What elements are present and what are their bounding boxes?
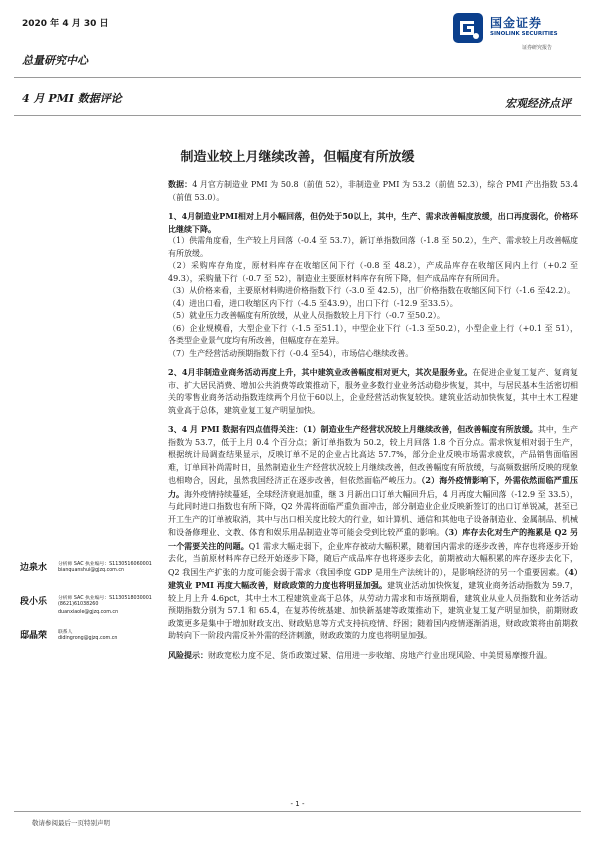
section2-heading: 2、4月非制造业商务活动再度上升，其中建筑业改善幅度相对更大，其次是服务业。 <box>168 367 473 377</box>
section3-paragraph <box>168 423 578 643</box>
section3-point4-text: 建筑业活动加快恢复，建筑业商务活动指数为 59.7，较上月上升 4.6pct，其中土木工程建筑业高于总体，从劳动力需求和市场预期看，建筑业从业人员指数和业务活动预期指数分别为 57.1 和 65.4，在复苏传统基建、加快新基建等政策推动下，建筑业复工复产明显加快，前期财政政策更多是集中于增加财政支出、财政贴息等方式支持抗疫情、纾困；随着国内疫情逐渐消退，财政政策将由前期救助转向下一阶段内需反补外需的经济刺激，财政政策的力度也将明显加强。 <box>168 581 578 640</box>
section1-heading: 1、4月制造业PMI相对上月小幅回落，但仍处于50以上，其中，生产、需求改善幅度放缓，出口再度弱化，价格环比继续下降。 <box>168 211 578 234</box>
footer-disclaimer: 敬请参阅最后一页特别声明 <box>32 819 110 827</box>
logo-tagline: 证券研究报告 <box>522 45 553 51</box>
analyst-name: 边泉水 <box>20 563 48 573</box>
section2-paragraph <box>168 366 578 417</box>
department-name: 总量研究中心 <box>22 54 88 67</box>
section1-item: （4）进出口看，进口收缩区内下行（-4.5 至43.9），出口下行（-12.9 至33.5）。 <box>168 298 458 308</box>
section3-point2-heading: （2）海外疫情影响下，外需依然面临严重压力。 <box>168 475 578 499</box>
report-series: 4 月 PMI 数据评论 <box>22 92 122 105</box>
data-label: 数据： <box>168 179 193 189</box>
analyst-role: 联系人 <box>58 630 73 635</box>
company-logo <box>452 12 582 54</box>
logo-english-name: SINOLINK SECURITIES <box>490 31 558 37</box>
subheader-divider <box>14 115 581 116</box>
header-divider <box>14 77 581 78</box>
section3-point1-heading: 3、4 月 PMI 数据有四点值得关注：（1）制造业生产经营状况较上月继续改善，但改善幅度有所放缓。 <box>168 424 538 434</box>
analyst-phone: (8621)61038260 <box>58 602 99 607</box>
document-title: 制造业较上月继续改善，但幅度有所放缓 <box>180 150 415 165</box>
analyst-sac-id: 分析师 SAC 执业编号：S1130516060001 <box>58 562 152 567</box>
analyst-panel <box>20 560 165 662</box>
footer-divider <box>14 811 581 812</box>
analyst-email[interactable]: didingrong@gjzq.com.cn <box>58 636 118 641</box>
section3-point3-heading: （3）库存去化对生产的拖累是 Q2 另一个需要关注的问题。 <box>168 527 579 551</box>
report-body <box>168 178 578 662</box>
section1-item: （7）生产经营活动预期指数下行（-0.4 至54），市场信心继续改善。 <box>168 348 414 358</box>
logo-mark-icon <box>452 12 484 44</box>
section3-point4-heading: （4）建筑业 PMI 再度大幅改善，财政政策的力度也将明显加强。 <box>168 566 578 590</box>
analyst-name: 邸晶荣 <box>20 631 48 641</box>
risk-paragraph <box>168 649 578 663</box>
section1-item: （3）从价格来看，主要原材料购进价格指数下行（-3.0 至 42.5），出厂价格指数在收缩区间下行（-1.6 至42.2）。 <box>168 286 576 295</box>
analyst-card <box>20 560 165 594</box>
section2-text: 在促进企业复工复产、复商复市、扩大居民消费、增加公共消费等政策推动下，服务业多数行业业务活动稳步恢复，其中，与居民基本生活密切相关的零售业商务活动指数连续两个月位于60以上，企业经营活动恢复较快。建筑业活动加快恢复，其中土木工程建筑业高于总体，建筑业复工复产明显加快。 <box>168 368 578 415</box>
analyst-card <box>20 628 165 662</box>
analyst-name: 段小乐 <box>20 597 48 607</box>
section1-item: （5）就业压力改善幅度有所放缓，从业人员指数较上月下行（-0.7 至50.2）。 <box>168 311 445 320</box>
section3-point3-text: Q1 需求大幅走弱下，企业库存被动大幅积累，随着国内需求的逐步改善，库存也将逐步开始去化，当前原材料库存已经开始逐步下降，随后产成品库存也将逐步去化，前期被动大幅积累的库存逐步去化下，Q2 我国生产扩张的力度可能会弱于需求（我国季度 GDP 是用生产法统计的），是影响经济的另一个重要因素。 <box>168 541 579 577</box>
risk-label: 风险提示： <box>168 649 208 660</box>
section1-item: （6）企业规模看，大型企业下行（-1.5 至51.1），中型企业下行（-1.3 至50.2），小型企业上行（+0.1 至 51），各类型企业景气度均有所改善，但幅度存在差异。 <box>168 323 578 345</box>
report-category: 宏观经济点评 <box>505 97 571 110</box>
risk-text: 财政宽松力度不足、货币政策过紧、信用进一步收缩、房地产行业出现风险、中美贸易摩擦升温。 <box>208 650 552 660</box>
section1-item: （2）采购库存角度，原材料库存在收缩区间下行（-0.8 至 48.2），产成品库存在收缩区间内上行（+0.2 至 49.3），采购量下行（-0.7 至 52），制造业主要原材料库存有所下降，但产成品库存有所回升。 <box>168 261 578 283</box>
data-text: 4 月官方制造业 PMI 为 50.8（前值 52），非制造业 PMI 为 53.2（前值 52.3），综合 PMI 产出指数 53.4（前值 53.0）。 <box>168 180 578 202</box>
analyst-email[interactable]: bianquanshui@gjzq.com.cn <box>58 568 125 573</box>
analyst-email[interactable]: duanxiaole@gjzq.com.cn <box>58 610 119 615</box>
logo-chinese-name: 国金证券 <box>490 16 543 30</box>
analyst-sac-id: 分析师 SAC 执业编号：S1130518030001 <box>58 596 152 601</box>
section1-item: （1）供需角度看，生产较上月回落（-0.4 至 53.7），新订单指数回落（-1.8 至 50.2），生产、需求较上月改善幅度有所放缓。 <box>168 236 578 258</box>
report-date: 2020 年 4 月 30 日 <box>22 19 109 29</box>
analyst-card <box>20 594 165 628</box>
page-number: - 1 - <box>290 800 305 808</box>
section3-point1-text: 其中，生产指数为 53.7，低于上月 0.4 个百分点；新订单指数为 50.2，较上月回落 1.8 个百分点。需求恢复相对弱于生产，根据统计局调查结果显示，反映订单不足的企业占比高达 57.7%，部分企业反映市场需求疲软，产品销售面临困难，订单回补尚需时日，虽然制造业生产经营状况较上月继续改善，但改善幅度有所放缓，与高频数据所反映的现象也相吻合，因此，虽然我国经济正在逐步改善，但依然面临严峻压力。 <box>168 425 578 485</box>
data-paragraph <box>168 178 578 204</box>
section3-point2-text: 海外疫情持续蔓延，全球经济衰退加重，继 3 月新出口订单大幅回升后，4 月再度大幅回落（-12.9 至 33.5），与此同时进口指数也有所下降，Q2 外需将面临严重负面冲击，部分制造业企业反映新签订的出口订单锐减，甚至已开工生产的订单被取消，其中与出口相关度比较大的行业，如计算机、通信和其他电子设备制造业、金属制品、机械和设备修理业、文教、体育和娱乐用品制造业等可能会受到比较严重的影响。 <box>168 489 579 537</box>
